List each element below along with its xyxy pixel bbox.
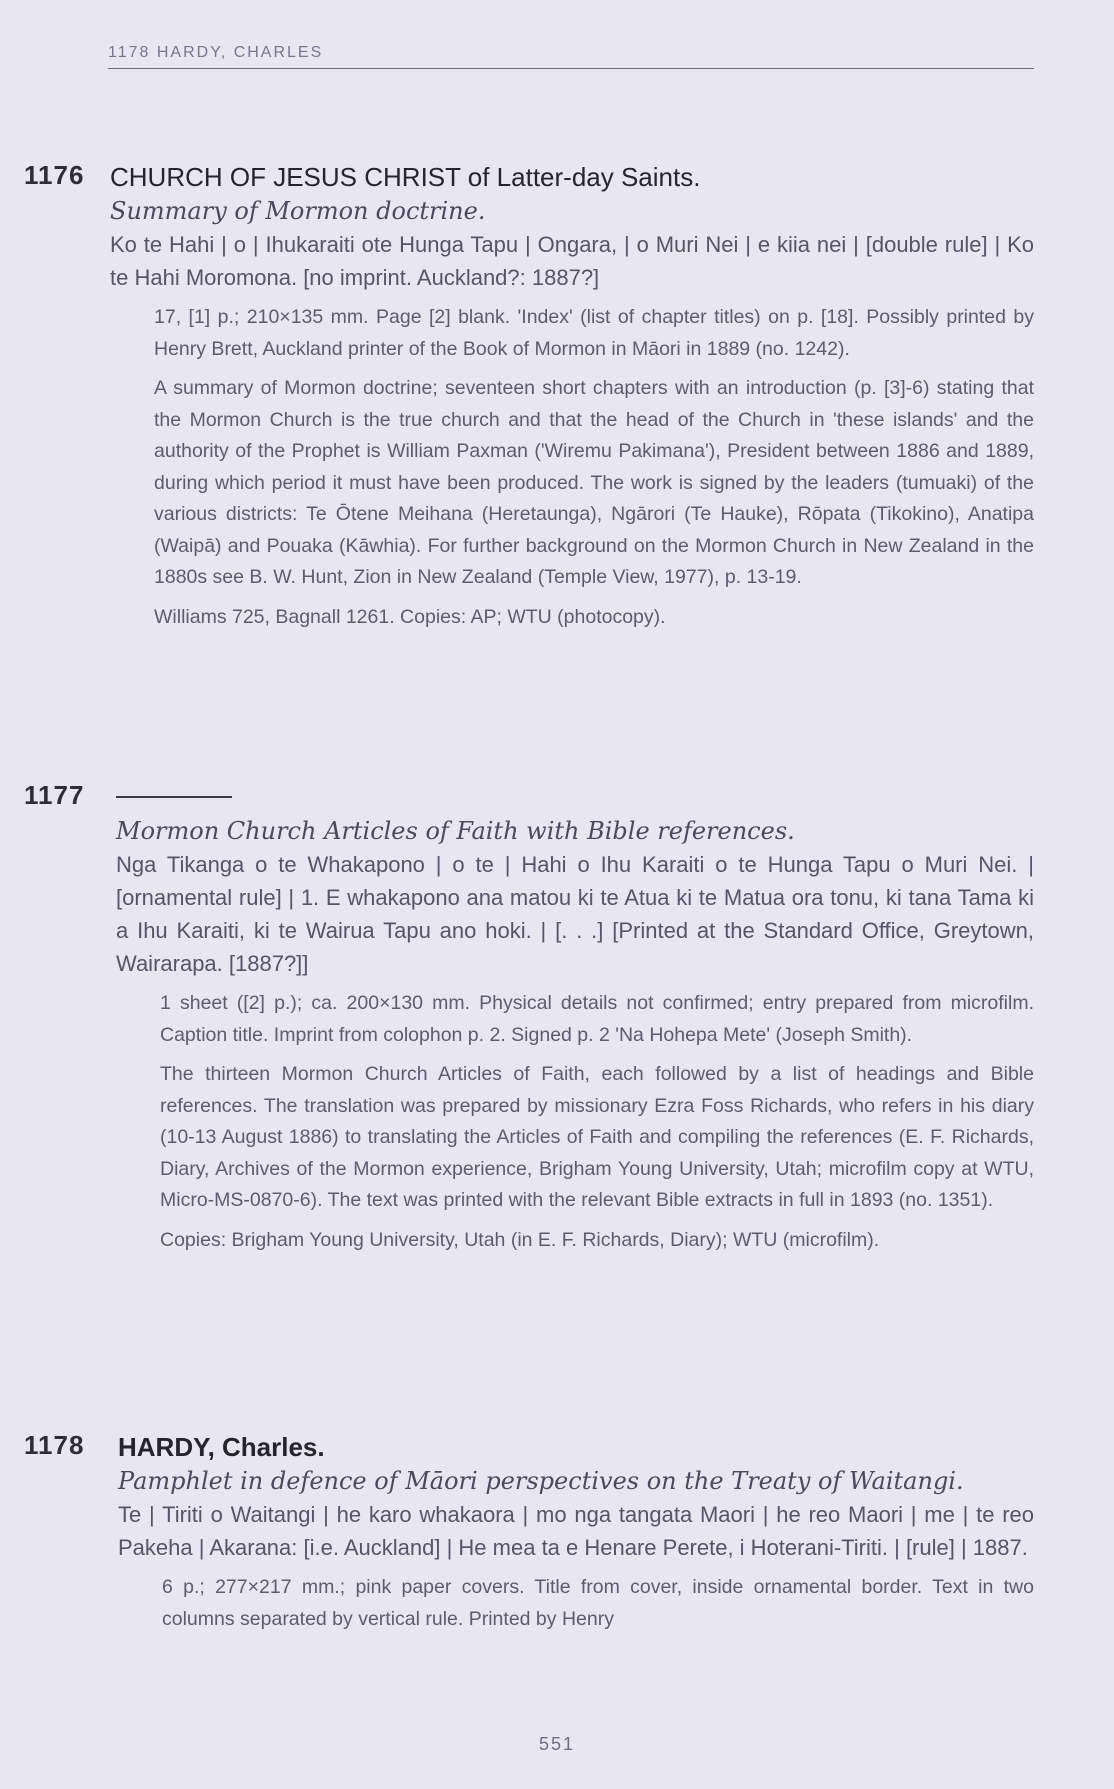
physical-description: 1 sheet ([2] p.); ca. 200×130 mm. Physical details not confirmed; entry prepared from microfilm. Caption title. Imprint from colophon p. 2. Signed p. 2 'Na Hohepa Mete' (Joseph Smith). xyxy=(160,992,1034,1046)
entry-heading: CHURCH OF JESUS CHRIST of Latter-day Saints. xyxy=(110,162,701,192)
title-transcription: Nga Tikanga o te Whakapono | o te | Hahi o Ihu Karaiti o te Hunga Tapu o Muri Nei. | [ornamental rule] | 1. E whakapono ana matou ki te Atua ki te Matua ora tonu, ki tana Tama ki a Ihu Karaiti, ki te Wairua Tapu ano hoki. | [. . .] [Printed at the Standard Office, Greytown, Wairarapa. [1887?]] xyxy=(116,852,1034,976)
entry-heading: HARDY, Charles. xyxy=(118,1432,325,1462)
entry-heading xyxy=(116,780,1034,814)
ditto-dash xyxy=(116,796,232,798)
references-copies: Williams 725, Bagnall 1261. Copies: AP; WTU (photocopy). xyxy=(154,605,666,628)
annotation: The thirteen Mormon Church Articles of Faith, each followed by a list of headings and Bible references. The translation was prepared by missionary Ezra Foss Richards, who refers in his diary (10-13 August 1886) to translating the Articles of Faith and compiling the references (E. F. Richards, Diary, Archives of the Mormon experience, Brigham Young University, Utah; microfilm copy at WTU, Micro-MS-0870-6). The text was printed with the relevant Bible extracts in full in 1893 (no. 1351). xyxy=(160,1063,1034,1211)
header-rule xyxy=(108,68,1034,69)
physical-description: 6 p.; 277×217 mm.; pink paper covers. Title from cover, inside ornamental border. Text in two columns separated by vertical rule. Printed by Henry xyxy=(162,1576,1034,1630)
running-head: 1178 HARDY, CHARLES xyxy=(108,44,324,61)
entry-body xyxy=(116,780,1034,1256)
entry-number: 1176 xyxy=(24,160,85,190)
entry-body xyxy=(118,1430,1034,1635)
entry-title: Pamphlet in defence of Māori perspectives on the Treaty of Waitangi. xyxy=(118,1467,964,1495)
entry-number: 1177 xyxy=(24,780,85,810)
title-transcription: Te | Tiriti o Waitangi | he karo whakaora | mo nga tangata Maori | he reo Maori | me | te reo Pakeha | Akarana: [i.e. Auckland] | He mea ta e Henare Perete, i Hoterani-Tiriti. | [rule] | 1887. xyxy=(118,1502,1034,1560)
annotation: A summary of Mormon doctrine; seventeen short chapters with an introduction (p. [3]-6) stating that the Mormon Church is the true church and that the head of the Church in 'these islands' and the authority of the Prophet is William Paxman ('Wiremu Pakimana'), President between 1886 and 1889, during which period it must have been produced. The work is signed by the leaders (tumuaki) of the various districts: Te Ōtene Meihana (Heretaunga), Ngārori (Te Hauke), Rōpata (Tikokino), Anatipa (Waipā) and Pouaka (Kāwhia). For further background on the Mormon Church in New Zealand in the 1880s see B. W. Hunt, Zion in New Zealand (Temple View, 1977), p. 13-19. xyxy=(154,377,1034,588)
title-transcription: Ko te Hahi | o | Ihukaraiti ote Hunga Tapu | Ongara, | o Muri Nei | e kiia nei | [double rule] | Ko te Hahi Moromona. [no imprint. Auckland?: 1887?] xyxy=(110,232,1034,290)
entry-title: Mormon Church Articles of Faith with Bible references. xyxy=(116,817,795,845)
physical-description: 17, [1] p.; 210×135 mm. Page [2] blank. 'Index' (list of chapter titles) on p. [18]. Possibly printed by Henry Brett, Auckland printer of the Book of Mormon in Māori in 1889 (no. 1242). xyxy=(154,306,1034,360)
entry-body xyxy=(110,160,1034,633)
page-number: 551 xyxy=(538,1734,576,1754)
entry-title: Summary of Mormon doctrine. xyxy=(110,197,486,225)
references-copies: Copies: Brigham Young University, Utah (in E. F. Richards, Diary); WTU (microfilm). xyxy=(160,1228,880,1251)
entry-number: 1178 xyxy=(24,1430,85,1460)
